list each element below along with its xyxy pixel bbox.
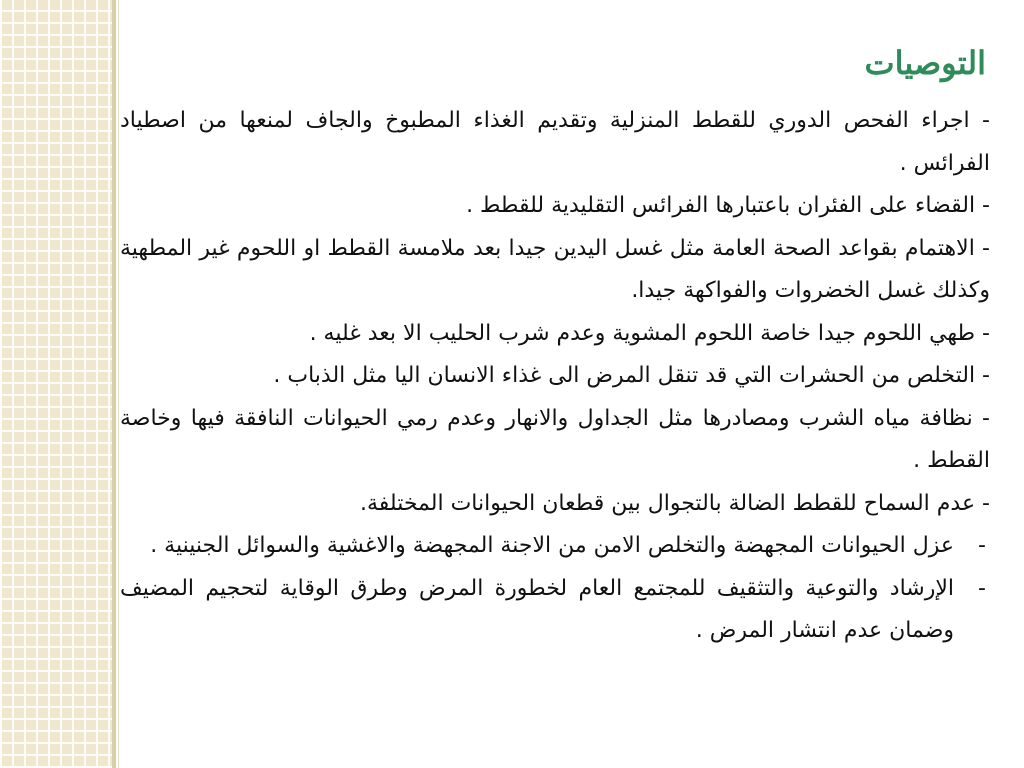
bullet-dash: - [978,533,986,558]
recommendation-item: - الاهتمام بقواعد الصحة العامة مثل غسل اليدين جيدا بعد ملامسة القطط او اللحوم غير المطهية وكذلك غسل الخضروات والفواكهة جيدا. [120,235,990,303]
recommendation-item: - نظافة مياه الشرب ومصادرها مثل الجداول والانهار وعدم رمي الحيوانات النافقة فيها وخاصة القطط . [120,405,990,473]
recommendation-text: الإرشاد والتوعية والتثقيف للمجتمع العام لخطورة المرض وطرق الوقاية لتحجيم المضيف وضمان عدم انتشار المرض . [120,575,954,643]
decorative-side-pattern [0,0,112,768]
recommendation-item-hanging [120,568,990,653]
recommendation-item: - اجراء الفحص الدوري للقطط المنزلية وتقديم الغذاء المطبوخ والجاف لمنعها من اصطياد الفرائس . [120,108,990,176]
recommendation-item: - التخلص من الحشرات التي قد تنقل المرض الى غذاء الانسان اليا مثل الذباب . [273,363,990,388]
decorative-divider-thin [118,0,119,768]
bullet-dash: - [978,575,986,601]
slide-title: التوصيات [864,44,986,82]
recommendation-item: - طهي اللحوم جيدا خاصة اللحوم المشوية وعدم شرب الحليب الا بعد غليه . [309,320,990,346]
recommendation-item-hanging [120,525,990,568]
recommendation-item: - عدم السماح للقطط الضالة بالتجوال بين قطعان الحيوانات المختلفة. [360,490,990,516]
recommendations-list [120,100,990,653]
recommendation-item: - القضاء على الفئران باعتبارها الفرائس التقليدية للقطط . [466,193,990,218]
recommendation-text: عزل الحيوانات المجهضة والتخلص الامن من الاجنة المجهضة والاغشية والسوائل الجنينية . [150,533,954,558]
decorative-divider [112,0,116,768]
